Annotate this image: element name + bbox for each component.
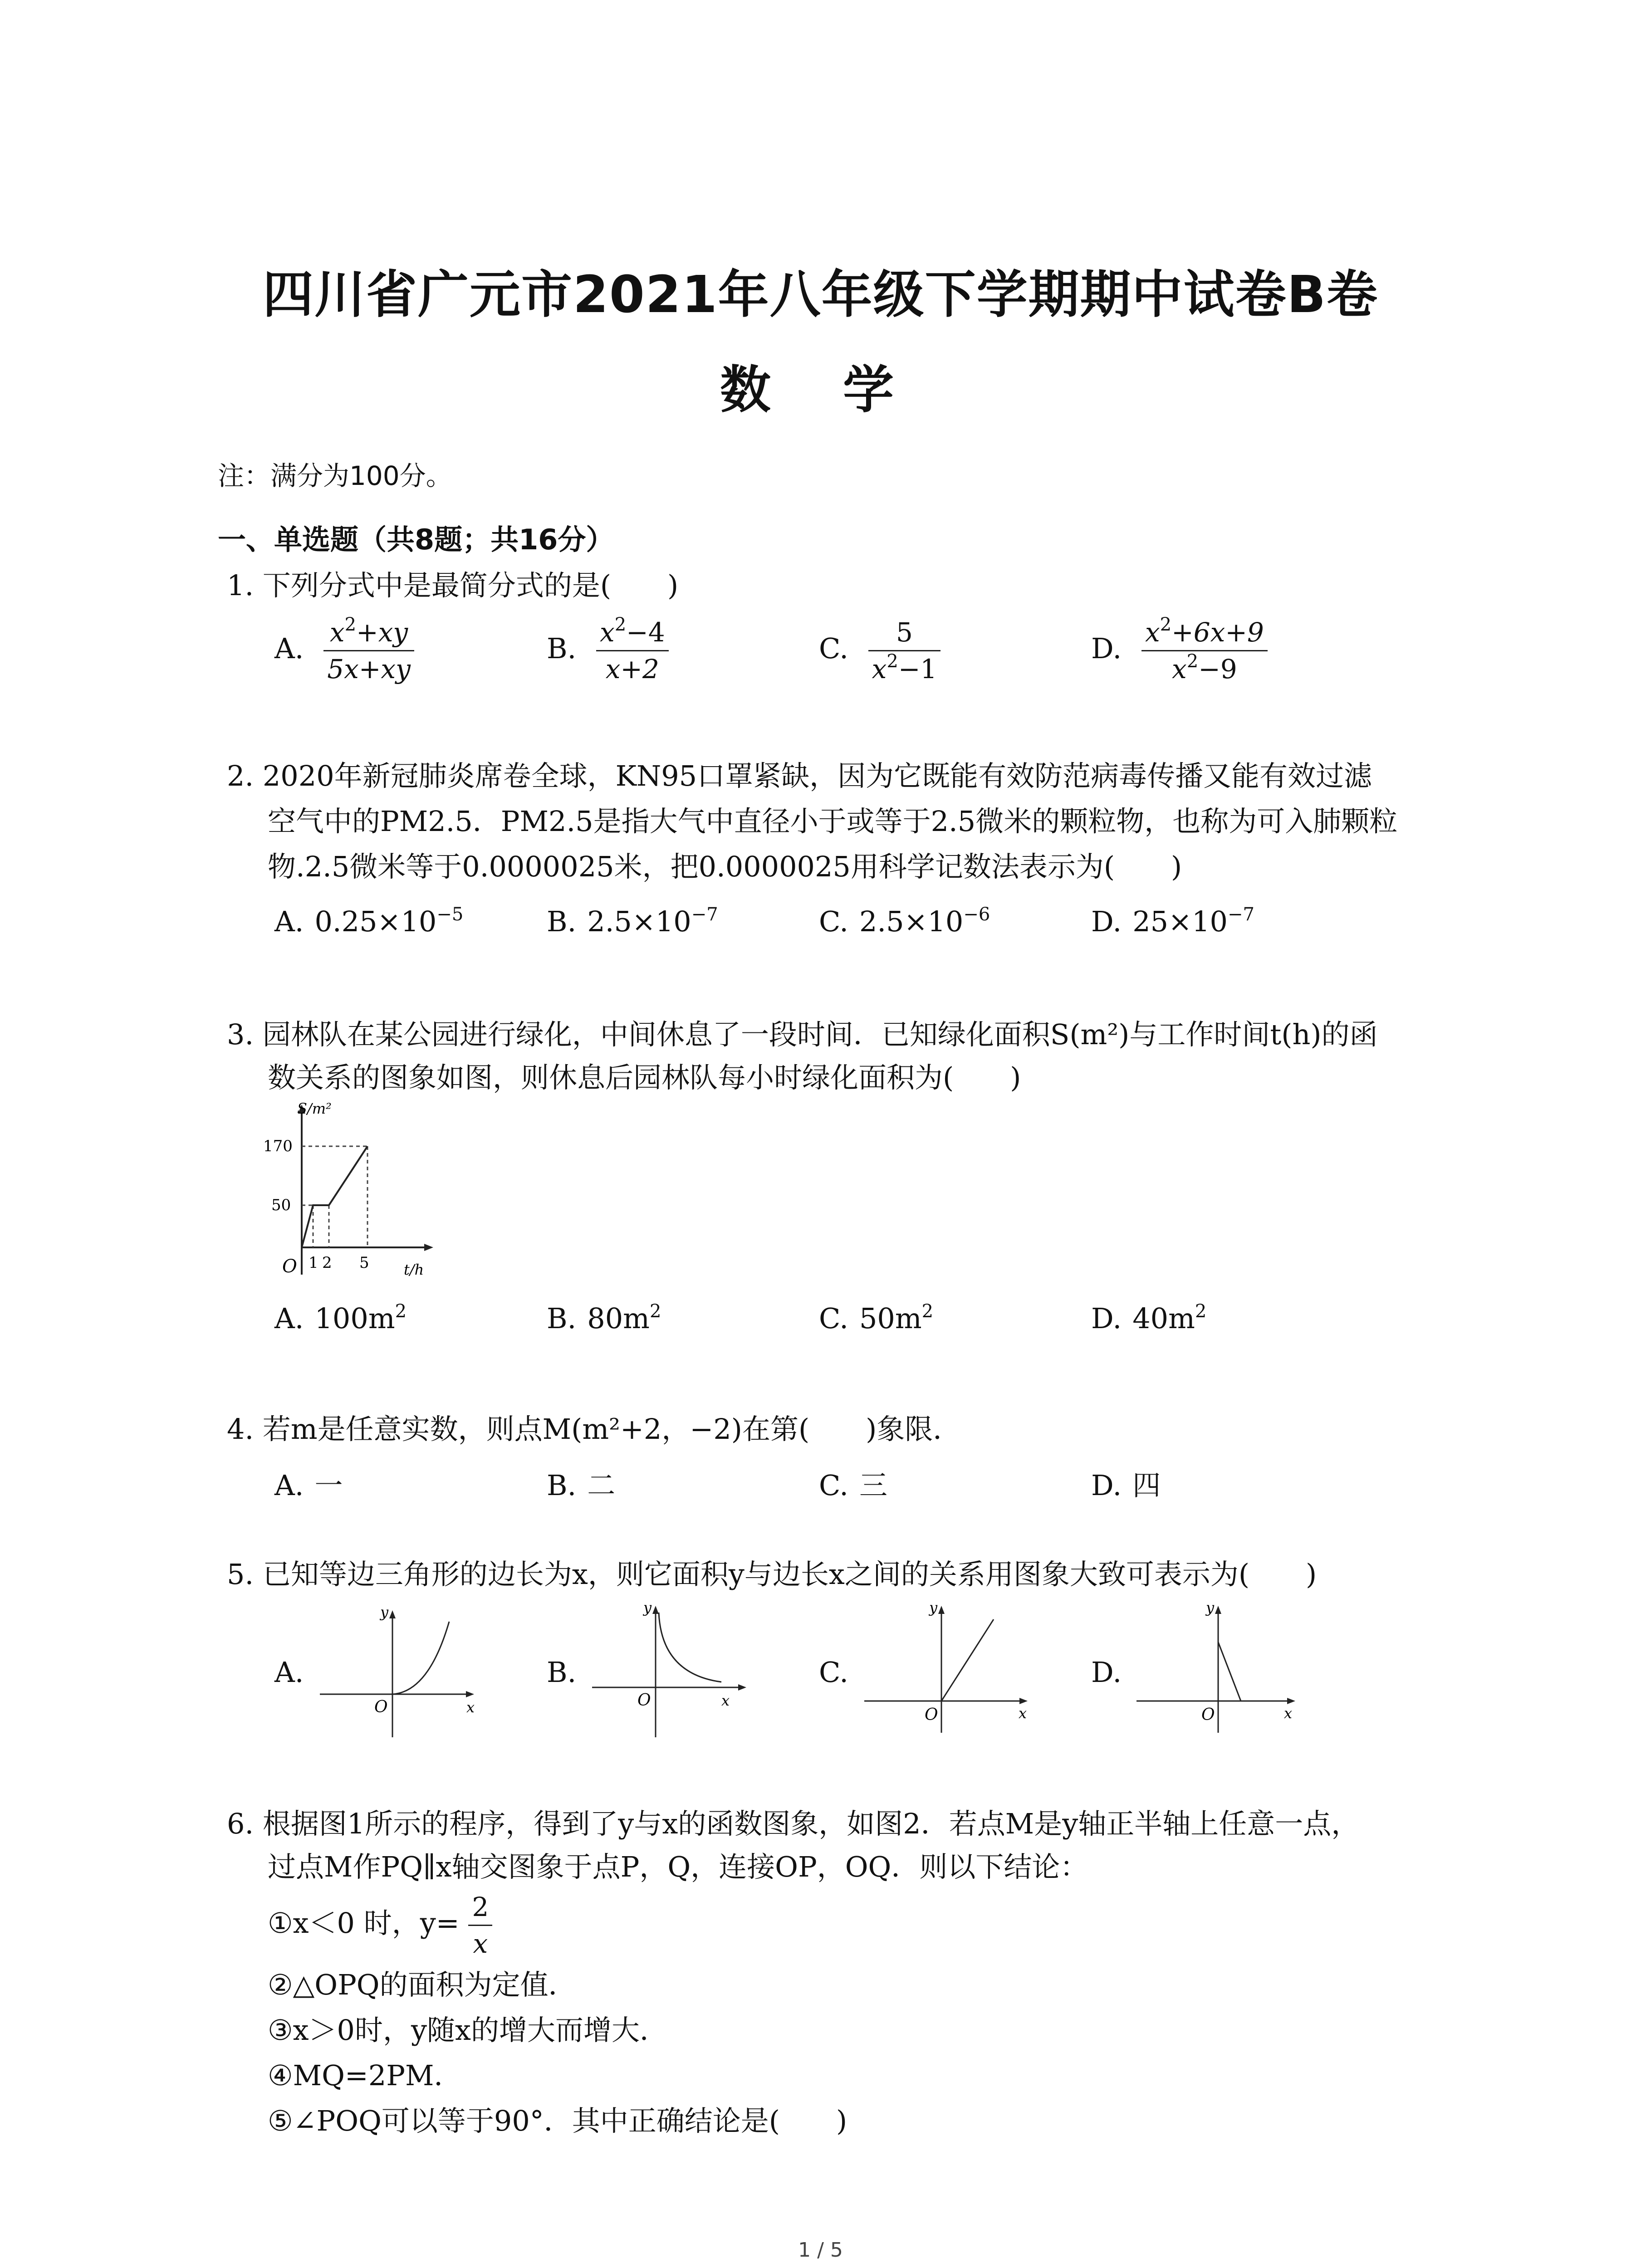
x-tick-5: 5 bbox=[359, 1254, 369, 1272]
x-axis-arrow bbox=[738, 1684, 746, 1691]
question-2-option-c[interactable]: C. $2.5\times 10^{-6}$ bbox=[819, 904, 990, 938]
question-1-option-d[interactable]: D. $\frac{x^2+6x+9}{x^2-9}$ bbox=[1091, 615, 1268, 687]
y-axis-arrow bbox=[938, 1606, 945, 1614]
axis-y-label: y bbox=[929, 1601, 938, 1616]
question-6-line-1: 6. 根据图1所示的程序，得到了y与x的函数图象，如图2．若点M是y轴正半轴上任意一点， bbox=[227, 1807, 1360, 1840]
question-4-option-c[interactable]: C. 三 bbox=[819, 1469, 887, 1502]
axis-x-label: x bbox=[721, 1692, 730, 1709]
linear-line bbox=[941, 1619, 994, 1701]
subject-title: 数 学 bbox=[720, 361, 921, 420]
y-axis-arrow bbox=[1215, 1606, 1221, 1614]
question-6-conclusion-5: ⑤∠POQ可以等于90°．其中正确结论是( ) bbox=[268, 2104, 847, 2137]
section-heading-single-choice: 一、单选题（共8题；共16分） bbox=[218, 523, 614, 556]
y-tick-170: 170 bbox=[263, 1137, 293, 1155]
axis-y-label: y bbox=[380, 1606, 389, 1621]
axis-y-label: y bbox=[1206, 1601, 1215, 1616]
question-1-option-a[interactable]: A. $\frac{x^2+xy}{5x+xy}$ bbox=[274, 615, 414, 687]
question-3-line-1: 3. 园林队在某公园进行绿化，中间休息了一段时间．已知绿化面积S(m²)与工作时间t(h)的函 bbox=[227, 1018, 1378, 1051]
origin-label: O bbox=[925, 1706, 938, 1724]
question-2-line-2: 空气中的PM2.5．PM2.5是指大气中直径小于或等于2.5微米的颗粒物，也称为可入肺颗粒 bbox=[268, 805, 1398, 838]
question-6-conclusion-4: ④MQ=2PM． bbox=[268, 2059, 462, 2092]
question-5-graph-a bbox=[313, 1606, 481, 1742]
question-6-conclusion-2: ②△OPQ的面积为定值． bbox=[268, 1968, 577, 2001]
question-2-option-a[interactable]: A. $0.25\times 10^{-5}$ bbox=[274, 904, 464, 938]
question-5-option-c[interactable]: C. bbox=[819, 1656, 848, 1689]
question-2-line-1: 2. 2020年新冠肺炎席卷全球，KN95口罩紧缺，因为它既能有效防范病毒传播又能有效过滤 bbox=[227, 759, 1372, 792]
x-axis-label: t/h bbox=[404, 1261, 424, 1278]
y-tick-50: 50 bbox=[271, 1196, 291, 1214]
origin-label: O bbox=[637, 1691, 651, 1710]
question-6-line-2: 过点M作PQ∥x轴交图象于点P，Q，连接OP，OQ．则以下结论： bbox=[268, 1850, 1088, 1883]
axis-y-label: y bbox=[643, 1601, 652, 1616]
x-axis-arrow bbox=[1019, 1698, 1028, 1704]
question-2-option-d[interactable]: D. $25\times 10^{-7}$ bbox=[1091, 904, 1254, 938]
question-3-option-c[interactable]: C. $50m^2$ bbox=[819, 1301, 934, 1335]
y-axis-arrow bbox=[389, 1610, 396, 1618]
hyperbola-curve bbox=[659, 1613, 721, 1682]
x-tick-2: 2 bbox=[322, 1254, 332, 1272]
question-4-option-b[interactable]: B. 二 bbox=[547, 1469, 616, 1502]
question-5-stem: 5. 已知等边三角形的边长为x，则它面积y与边长x之间的关系用图象大致可表示为( ) bbox=[227, 1558, 1317, 1591]
question-6-conclusion-3: ③x＞0时，y随x的增大而增大． bbox=[268, 2014, 668, 2047]
fraction: $\frac{x^2+6x+9}{x^2-9}$ bbox=[1141, 615, 1268, 687]
fraction: $\frac{2}{x}$ bbox=[468, 1889, 492, 1962]
axis-x-label: x bbox=[1284, 1705, 1293, 1722]
question-5-graph-c bbox=[857, 1601, 1034, 1737]
fraction: $\frac{x^2+xy}{5x+xy}$ bbox=[323, 615, 414, 687]
fraction: $\frac{x^2-4}{x+2}$ bbox=[596, 615, 669, 687]
decreasing-line bbox=[1218, 1642, 1241, 1701]
question-1-stem: 1. 下列分式中是最简分式的是( ) bbox=[227, 569, 679, 602]
question-5-option-d[interactable]: D. bbox=[1091, 1656, 1122, 1689]
origin-label: O bbox=[374, 1698, 388, 1716]
question-5-option-b[interactable]: B. bbox=[547, 1656, 577, 1689]
question-1-option-b[interactable]: B. $\frac{x^2-4}{x+2}$ bbox=[547, 615, 669, 687]
question-3-graph bbox=[254, 1098, 445, 1288]
x-tick-1: 1 bbox=[309, 1254, 318, 1272]
y-axis-arrow bbox=[652, 1606, 659, 1614]
question-1-option-c[interactable]: C. $\frac{5}{x^2-1}$ bbox=[819, 615, 941, 687]
fraction: $\frac{5}{x^2-1}$ bbox=[868, 615, 941, 687]
question-4-option-d[interactable]: D. 四 bbox=[1091, 1469, 1161, 1502]
question-5-graph-b bbox=[585, 1601, 753, 1742]
score-note: 注：满分为100分。 bbox=[218, 460, 452, 491]
question-5-option-a[interactable]: A. bbox=[274, 1656, 304, 1689]
x-axis-arrow bbox=[424, 1244, 433, 1251]
origin-label: O bbox=[1201, 1706, 1215, 1724]
x-axis-arrow bbox=[1287, 1698, 1295, 1704]
question-4-stem: 4. 若m是任意实数，则点M(m²+2，−2)在第( )象限． bbox=[227, 1413, 961, 1446]
question-3-option-d[interactable]: D. $40m^2$ bbox=[1091, 1301, 1207, 1335]
question-3-line-2: 数关系的图象如图，则休息后园林队每小时绿化面积为( ) bbox=[268, 1061, 1021, 1094]
axis-x-label: x bbox=[1019, 1705, 1027, 1722]
question-4-option-a[interactable]: A. 一 bbox=[274, 1469, 343, 1502]
question-3-option-b[interactable]: B. $80m^2$ bbox=[547, 1301, 661, 1335]
parabola-curve bbox=[392, 1622, 449, 1694]
x-axis-arrow bbox=[466, 1691, 474, 1697]
origin-label: O bbox=[282, 1256, 297, 1277]
question-2-line-3: 物.2.5微米等于0.0000025米，把0.0000025用科学记数法表示为( ) bbox=[268, 850, 1182, 883]
question-6-conclusion-1: ①x＜0 时，y= $\frac{2}{x}$ bbox=[268, 1889, 492, 1962]
area-time-line bbox=[302, 1146, 367, 1247]
axis-x-label: x bbox=[466, 1699, 475, 1716]
question-2-option-b[interactable]: B. $2.5\times 10^{-7}$ bbox=[547, 904, 718, 938]
question-3-option-a[interactable]: A. $100m^2$ bbox=[274, 1301, 407, 1335]
y-axis-label: S/m² bbox=[297, 1100, 332, 1117]
page-title: 四川省广元市2021年八年级下学期期中试卷B卷 bbox=[262, 265, 1379, 324]
page-number: 1 / 5 bbox=[798, 2239, 843, 2262]
question-5-graph-d bbox=[1130, 1601, 1302, 1737]
